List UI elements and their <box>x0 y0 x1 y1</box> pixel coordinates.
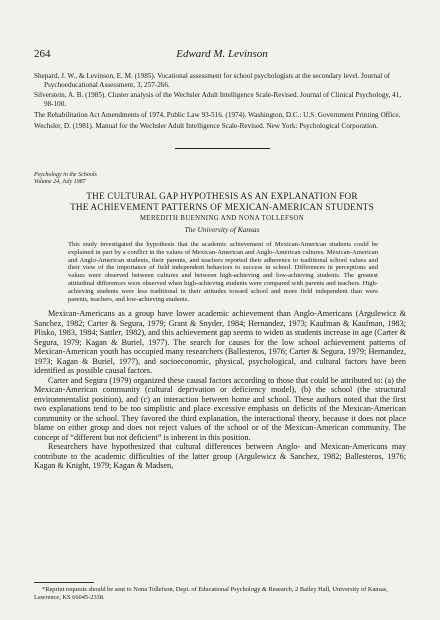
reference-item: Silverstein, A. B. (1985). Cluster analysis of the Wechsler Adult Intelligence Scale-Revised. Journal of Clinical Psychology, 41, 98-100. <box>34 91 402 108</box>
article-body <box>34 309 406 471</box>
running-head: Edward M. Levinson <box>176 48 268 60</box>
reference-list <box>34 72 406 132</box>
author-affiliation: The University of Kansas <box>184 225 260 234</box>
abstract: This study investigated the hypothesis that the academic achievement of Mexican-American students could be explained in part by a conflict in the values of Mexican-American and Anglo-American cultures. Mexican-American and Anglo-American students, their parents, and teachers reported their adherence to traditional school values and their view of the importance of field independent behaviors to success in school. Differences in perceptions and values were observed between cultures and between high-achieving and low-achieving students. The greatest attitudinal differences were observed when high-achieving students were compared with parents and teachers. High-achieving students were less traditional in their attitudes toward school and more field independent than were parents, teachers, and low-achieving students. <box>68 241 378 303</box>
article-title <box>34 191 410 212</box>
journal-citation <box>34 172 97 186</box>
article-title-line: THE CULTURAL GAP HYPOTHESIS AS AN EXPLANATION FOR <box>86 191 358 201</box>
reference-item: Wechsler, D. (1981). Manual for the Wechsler Adult Intelligence Scale-Revised. New York: Psychological Corporation. <box>34 121 378 130</box>
footnote-text: *Reprint requests should be sent to Nona Tollefson, Dept. of Educational Psychology & Research, 2 Bailey Hall, University of Kansas, Lawrence, KS 66045-2338. <box>34 586 388 601</box>
body-paragraph: Researchers have hypothesized that cultural differences between Anglo- and Mexican-Americans may contribute to the academic difficulties of the latter group (Argulewicz & Sanchez, 1982; Ballesteros, 1976; Kagan & Knight, 1979; Kagan & Madsen, <box>34 442 406 470</box>
page-header <box>34 48 410 62</box>
journal-name: Psychology in the Schools <box>34 172 97 178</box>
reference-item: The Rehabilitation Act Amendments of 1974, Public Law 93-516. (1974). Washington, D.C.: U.S. Government Printing Office. <box>34 110 401 119</box>
article-title-line: THE ACHIEVEMENT PATTERNS OF MEXICAN-AMERICAN STUDENTS <box>70 201 374 212</box>
footnote-divider <box>34 582 94 583</box>
article-authors: MEREDITH BUENNING AND NONA TOLLEFSON <box>139 215 305 222</box>
body-paragraph: Mexican-Americans as a group have lower academic achievement than Anglo-Americans (Argulewicz & Sanchez, 1982; Carter & Segura, 1979; Grant & Snyder, 1984; Hernandez, 1973; Kaufman & Kaufman, 1983; Plisko, 1983, 1984; Sattler, 1982), and this achievement gap seems to widen as students increase in age (Carter & Segura, 1979; Kagan & Buriel, 1977). The search for causes for the low school achievement patterns of Mexican-American youth has occupied many researchers (Ballesteros, 1976; Carter & Segura, 1979; Hernandez, 1973; Kagan & Buriel, 1977), and socioeconomic, physical, psychological, and cultural factors have been identified as possible causal factors. <box>34 309 406 375</box>
body-paragraph: Carter and Segura (1979) organized these causal factors according to those that could be attributed to: (a) the Mexican-American community (cultural deprivation or deficiency model), (b) the school (the structural environmentalist position), and (c) an interaction between home and school. These authors noted that the first two explanations tend to be too simplistic and place excessive emphasis on deficits of the Mexican-American community or the school. They favored the third explanation, the interactional theory, because it does not place blame on either group and does not reject values of the school or of the Mexican-American community. The concept of “different but not deficient” is inherent in this position. <box>34 375 406 442</box>
reference-item: Shepard, J. W., & Levinson, E. M. (1985). Vocational assessment for school psychologists at the secondary level. Journal of Psychoeducational Assessment, 3, 257-266. <box>34 72 391 89</box>
section-divider <box>175 148 270 149</box>
journal-volume: Volume 24, July 1987 <box>34 179 86 185</box>
page-number: 264 <box>34 48 51 60</box>
footnote <box>34 586 406 601</box>
